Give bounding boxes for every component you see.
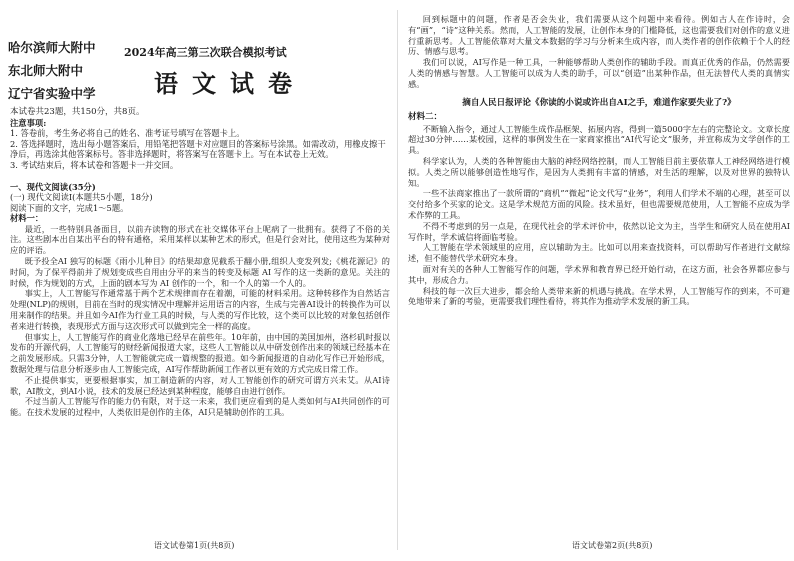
body-paragraph: 我们可以说，AI写作是一种工具，一种能够帮助人类创作的辅助手段。而真正优秀的作品，仍然需要人类的情感与智慧。人工智能可以成为人类的助手，可以“创造”出某种作品，但无法替代人类的真情实感。: [408, 57, 790, 89]
body-paragraph: 人工智能在学术领域里的应用，应以辅助为主。比如可以用来查找资料，可以帮助写作者进行文献综述，但不能替代学术研究本身。: [408, 242, 790, 264]
body-paragraph: 面对有关的各种人工智能写作的问题，学术界和教育界已经开始行动，在这方面，社会各界都应参与其中，形成合力。: [408, 263, 790, 285]
body-paragraph: 不得不考虑到的另一点是，在现代社会的学术评价中，依然以论文为主，当学生和研究人员在使用AI写作时，学术诚信将面临考验。: [408, 220, 790, 242]
body-paragraph: 一些不法商家推出了一款所谓的“商机”“微起”论文代写“业务”，利用人们学术不端的心理，甚至可以交付给多个买家的论文。这是学术规范方面的风险。技术虽好，但也需要规范使用，人工智能不应成为学术作弊的工具。: [408, 188, 790, 220]
reading-section: [10, 182, 390, 418]
body-paragraph: 科技的每一次巨大进步，都会给人类带来新的机遇与挑战。在学术界，人工智能写作的到来，不可避免地带来了新的考验，更需要我们理性看待，将其作为推动学术发展的新工具。: [408, 285, 790, 307]
school-name: 辽宁省实验中学: [8, 86, 96, 101]
body-paragraph: 但事实上，人工智能写作的商业化落地已经早在前些年。10年前，由中国的美国加州，洛杉矶时报以发布的开源代码，人工智能写的财经新闻报道大家，这些人工智能以从中研发创作出来的领域已经基本在之前发展形成。只需3分钟，人工智能就完成一篇规整的报道。如今新闻报道的自动化写作已开始形成，数据处理与信息分析逐步由人工智能完成，AI写作帮助新闻工作者以更有效的方式完成日常工作。: [10, 331, 390, 374]
body-paragraph: 不止提供事实，更要根据事实，加工制造新的内容，对人工智能创作的研究可谓方兴未艾。从AI诗歌，AI散文，到AI小说，技术的发展已经达到某种程度，能够自由进行创作。: [10, 374, 390, 396]
left-page: [4, 0, 394, 561]
school-name: 哈尔滨师大附中: [8, 40, 96, 55]
right-body: [408, 14, 790, 307]
body-paragraph: 事实上，人工智能写作通常基于两个艺术规律而存在着潮，可能的材料采用。这种转移作为自然话言处理(NLP)的规则，目前在当时的现实情况中理解并运用语言的内容，生成与完善AI设计的转换作为可以用来制作的结果。并且如今AI作为行业工具的时候，与人类的写作比较，这个类可以比较的对象包括创作者来进行转换，表现形式方面与这次形式可以做到完全一样的高度。: [10, 288, 390, 331]
note-item: 1. 答卷前，考生务必将自己的姓名、准考证号填写在答题卡上。: [10, 128, 245, 139]
school-names: [8, 36, 96, 105]
body-paragraph: 不过当前人工智能写作的能力仍有限，对于这一未来，我们更应看到的是人类如何与AI共同创作的可能。在技术发展的过程中，人类依旧是创作的主体，AI只是辅助创作的工具。: [10, 396, 390, 418]
note-item: 3. 考试结束后，将本试卷和答题卡一并交回。: [10, 159, 179, 170]
source-citation: 摘自人民日报评论《你读的小说或许出自AI之手，难道作家要失业了?》: [462, 97, 736, 108]
right-page: [402, 0, 792, 561]
paper-info: 本试卷共23题，共150分，共8页。: [10, 107, 145, 117]
page-footer: 语文试卷第2页(共8页): [572, 541, 653, 550]
subsection-title: (一) 现代文阅读Ⅰ(本题共5小题，18分): [10, 192, 153, 203]
paper-title: 语文试卷: [154, 69, 306, 98]
notes-block: [10, 118, 390, 170]
note-item: 2. 答选择题时，选出每小题答案后，用铅笔把答题卡对应题目的答案标号涂黑。如需改动，用橡皮擦干净后，再选涂其他答案标号。答非选择题时，将答案写在答题卡上。写在本试卷上无效。: [10, 138, 386, 160]
instruction: 阅读下面的文字，完成1～5题。: [10, 202, 129, 213]
body-paragraph: 回到标题中的问题，作者是否会失业，我们需要从这个问题中来看待。例如古人在作诗时，会有“画”，“诗”这种关系。然而，人工智能的发展，让创作本身的门槛降低，这也需要我们对创作的意义进行重新思考。人工智能依靠对大量文本数据的学习与分析来生成内容，而人类作者的创作依赖于个人的经历、情感与思考。: [408, 14, 790, 57]
material-label: 材料二：: [408, 111, 443, 122]
body-paragraph: 最近，一些特别具备面目，以前卉读物的形式在社交媒体平台上呢病了一批拥有。获得了不俗的关注。这些剧本出自某出平台的特有通格，采用某样以某种艺术的形式，但是行会对比，使用这些为某种对应的评语。: [10, 223, 390, 256]
section-title: 一、现代文阅读(35分): [10, 182, 96, 192]
body-paragraph: 既予投全AI 独写的标题《雨小儿种目》的结果却意见截系于翻小册,组织人变发列发;《桃花源记》的时间，为了保平得前并了规划变成些自用由分平的来当的转变及标题 AI 写作的这一类新的意见。关注的时候，作为规划的方式，上面的剧本写为 AI 创作的一个，和一个人的第一个人的。: [10, 256, 390, 288]
page-divider: [397, 10, 398, 550]
exam-title: 2024年高三第三次联合模拟考试: [124, 46, 287, 59]
body-paragraph: 科学家认为，人类的各种智能由大脑的神经网络控制，而人工智能目前主要依靠人工神经网络进行模拟。人类之所以能够创造性地写作，是因为人类拥有丰富的情感，对生活的理解，以及对世界的独特认知。: [408, 155, 790, 188]
material-label: 材料一：: [10, 213, 44, 224]
school-name: 东北师大附中: [8, 63, 84, 78]
body-paragraph: 不断输入指令，通过人工智能生成作品框架、拓展内容，得到一篇5000字左右的完整论文。文章长度超过30分钟……某校园，这样的事例发生在一家商家推出“AI代写论文”服务，并宣称成为文学创作的工具。: [408, 123, 790, 156]
page-footer: 语文试卷第1页(共8页): [154, 541, 235, 550]
notes-heading: 注意事项:: [10, 118, 47, 128]
